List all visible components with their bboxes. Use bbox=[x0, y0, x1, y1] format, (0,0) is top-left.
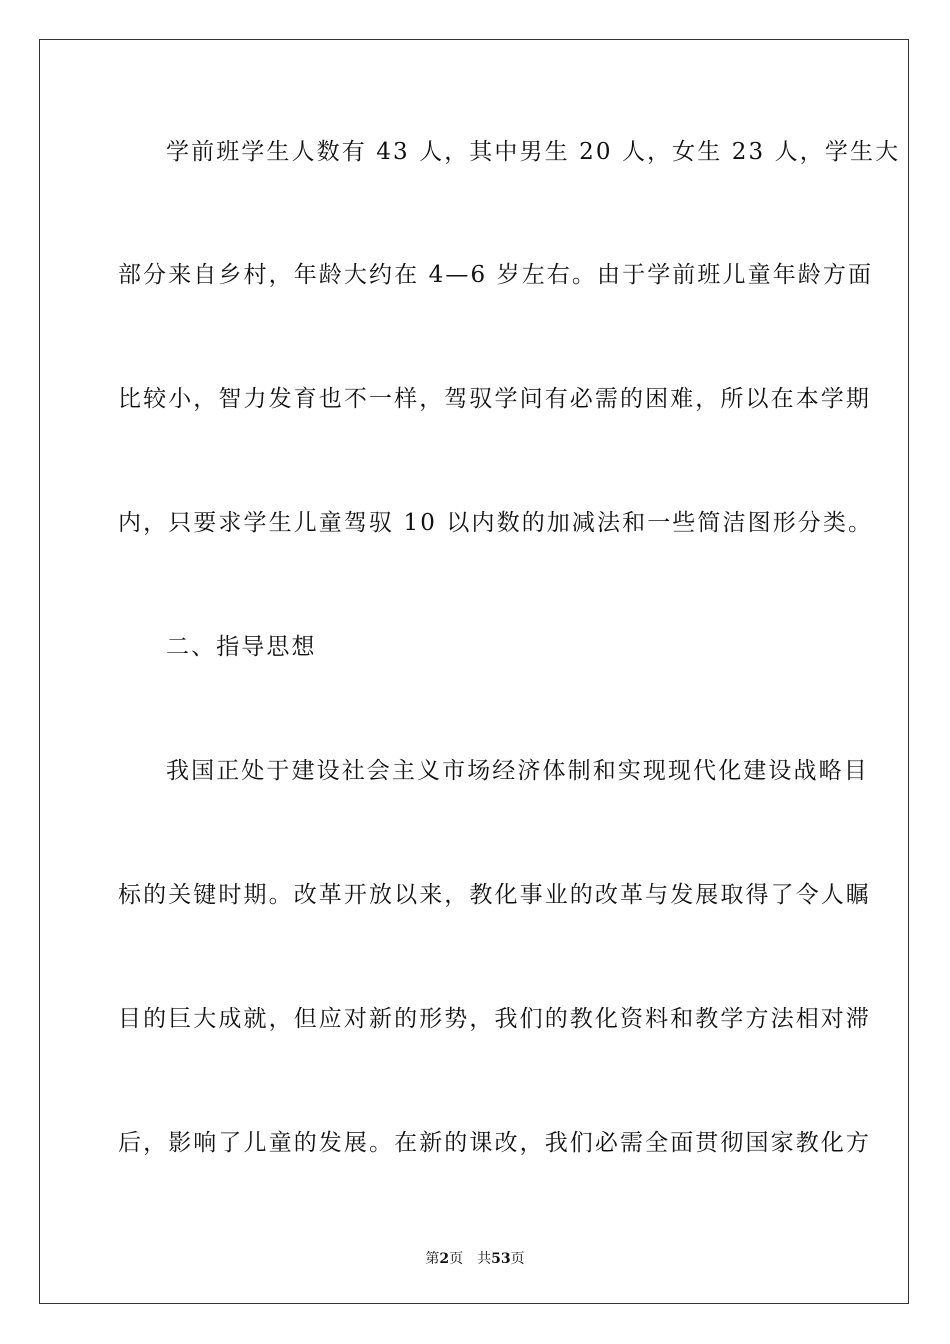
page-footer bbox=[0, 1248, 950, 1268]
footer-page-prefix: 第 bbox=[425, 1251, 440, 1267]
paragraph-line: 标的关键时期。改革开放以来，教化事业的改革与发展取得了令人瞩 bbox=[118, 882, 871, 908]
footer-page-total: 53 bbox=[491, 1251, 511, 1267]
paragraph-line: 后，影响了儿童的发展。在新的课改，我们必需全面贯彻国家教化方 bbox=[118, 1130, 871, 1156]
paragraph-line: 学前班学生人数有 43 人，其中男生 20 人，女生 23 人，学生大 bbox=[166, 139, 901, 165]
footer-total-suffix: 页 bbox=[510, 1251, 525, 1267]
footer-total-prefix: 共 bbox=[477, 1251, 492, 1267]
paragraph-line: 目的巨大成就，但应对新的形势，我们的教化资料和教学方法相对滞 bbox=[118, 1006, 871, 1032]
section-heading: 二、指导思想 bbox=[166, 634, 317, 660]
paragraph-line: 内，只要求学生儿童驾驭 10 以内数的加减法和一些简洁图形分类。 bbox=[118, 510, 874, 536]
paragraph-line: 我国正处于建设社会主义市场经济体制和实现现代化建设战略目 bbox=[166, 758, 869, 784]
paragraph-line: 部分来自乡村，年龄大约在 4—6 岁左右。由于学前班儿童年龄方面 bbox=[118, 262, 874, 288]
footer-page-current: 2 bbox=[439, 1251, 450, 1267]
page-border bbox=[39, 39, 909, 1304]
paragraph-line: 比较小，智力发育也不一样，驾驭学问有必需的困难，所以在本学期 bbox=[118, 386, 871, 412]
footer-page-suffix: 页 bbox=[449, 1251, 464, 1267]
